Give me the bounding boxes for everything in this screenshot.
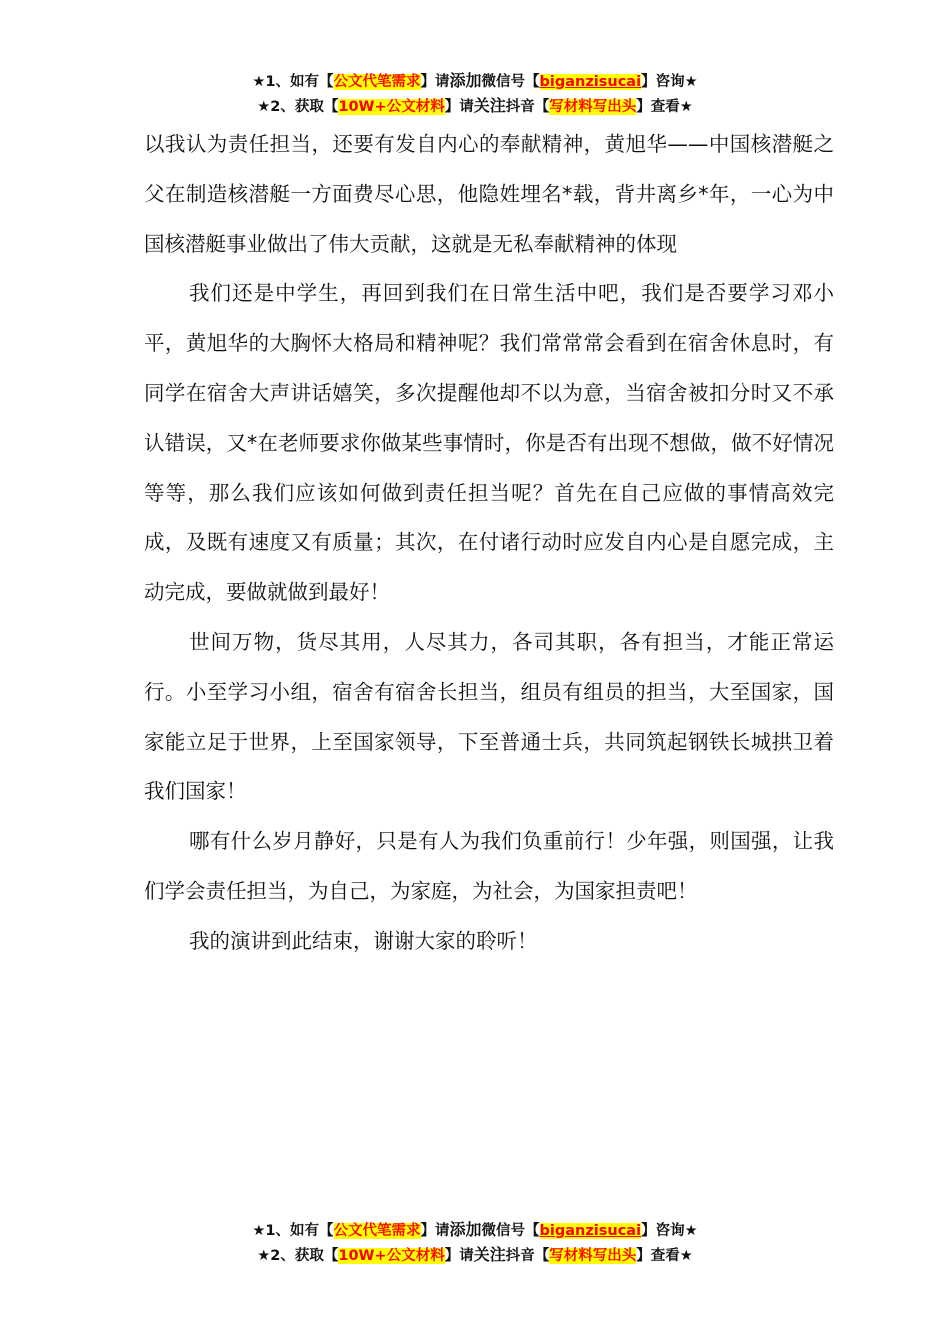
bottom-douyin-account-highlight: 写材料写出头 bbox=[549, 1248, 637, 1264]
banner-line-2 bbox=[0, 94, 950, 119]
service-highlight: 公文代笔需求 bbox=[333, 74, 421, 90]
bottom-banner-line-2 bbox=[0, 1243, 950, 1268]
bottom-wechat-id-link[interactable]: biganzisucai bbox=[539, 1223, 642, 1239]
materials-highlight: 10W+公文材料 bbox=[338, 99, 445, 115]
bottom-materials-highlight: 10W+公文材料 bbox=[338, 1248, 445, 1264]
banner-line-1-prefix: ★1、如有【 bbox=[252, 74, 334, 90]
bottom-service-highlight: 公文代笔需求 bbox=[333, 1223, 421, 1239]
banner-line-2-prefix: ★2、获取【 bbox=[257, 99, 339, 115]
bottom-banner-line-1-middle: 】请 bbox=[420, 1223, 450, 1239]
paragraph-5: 我的演讲到此结束，谢谢大家的聆听！ bbox=[189, 928, 538, 953]
top-banner bbox=[0, 69, 950, 119]
banner-line-2-douyin-label: 抖音【 bbox=[505, 99, 550, 115]
banner-line-2-follow: 关注 bbox=[473, 96, 506, 115]
bottom-banner-line-1-prefix: ★1、如有【 bbox=[252, 1223, 334, 1239]
paragraph-2: 我们还是中学生，再回到我们在日常生活中吧，我们是否要学习邓小平，黄旭华的大胸怀大格局和精神呢？我们常常常会看到在宿舍休息时，有同学在宿舍大声讲话嬉笑，多次提醒他却不以为意，当宿舍被扣分时又不承认错误，又*在老师要求你做某些事情时，你是否有出现不想做，做不好情况等等，那么我们应该如何做到责任担当呢？首先在自己应做的事情高效完成，及既有速度又有质量；其次，在付诸行动时应发自内心是自愿完成，主动完成，要做就做到最好！ bbox=[144, 281, 834, 605]
bottom-banner-line-2-prefix: ★2、获取【 bbox=[257, 1248, 339, 1264]
bottom-banner-line-1-suffix: 】咨询★ bbox=[641, 1223, 698, 1239]
wechat-id-link[interactable]: biganzisucai bbox=[539, 74, 642, 90]
document-body bbox=[144, 120, 834, 967]
bottom-banner-line-1-wechat-label: 微信号【 bbox=[481, 1223, 540, 1239]
bottom-banner-line-1 bbox=[0, 1218, 950, 1243]
bottom-banner-line-2-douyin-label: 抖音【 bbox=[505, 1248, 550, 1264]
paragraph-1: 以我认为责任担当，还要有发自内心的奉献精神，黄旭华——中国核潜艇之父在制造核潜艇一方面费尽心思，他隐姓埋名*载，背井离乡*年，一心为中国核潜艇事业做出了伟大贡献，这就是无私奉献精神的体现 bbox=[144, 132, 834, 256]
banner-line-2-suffix: 】查看★ bbox=[636, 99, 693, 115]
banner-line-1-wechat-label: 微信号【 bbox=[481, 74, 540, 90]
banner-line-2-middle: 】请 bbox=[444, 99, 474, 115]
paragraph-3: 世间万物，货尽其用，人尽其力，各司其职，各有担当，才能正常运行。小至学习小组，宿舍有宿舍长担当，组员有组员的担当，大至国家，国家能立足于世界，上至国家领导，下至普通士兵，共同筑起钢铁长城拱卫着我们国家！ bbox=[144, 629, 834, 804]
banner-line-1 bbox=[0, 69, 950, 94]
douyin-account-highlight: 写材料写出头 bbox=[549, 99, 637, 115]
banner-line-1-add: 添加 bbox=[449, 71, 482, 90]
bottom-banner-line-2-middle: 】请 bbox=[444, 1248, 474, 1264]
paragraph-4: 哪有什么岁月静好，只是有人为我们负重前行！少年强，则国强，让我们学会责任担当，为自己，为家庭，为社会，为国家担责吧！ bbox=[144, 829, 834, 903]
bottom-banner-line-2-suffix: 】查看★ bbox=[636, 1248, 693, 1264]
bottom-banner-line-1-add: 添加 bbox=[449, 1220, 482, 1239]
banner-line-1-suffix: 】咨询★ bbox=[641, 74, 698, 90]
bottom-banner bbox=[0, 1218, 950, 1268]
bottom-banner-line-2-follow: 关注 bbox=[473, 1245, 506, 1264]
banner-line-1-middle: 】请 bbox=[420, 74, 450, 90]
